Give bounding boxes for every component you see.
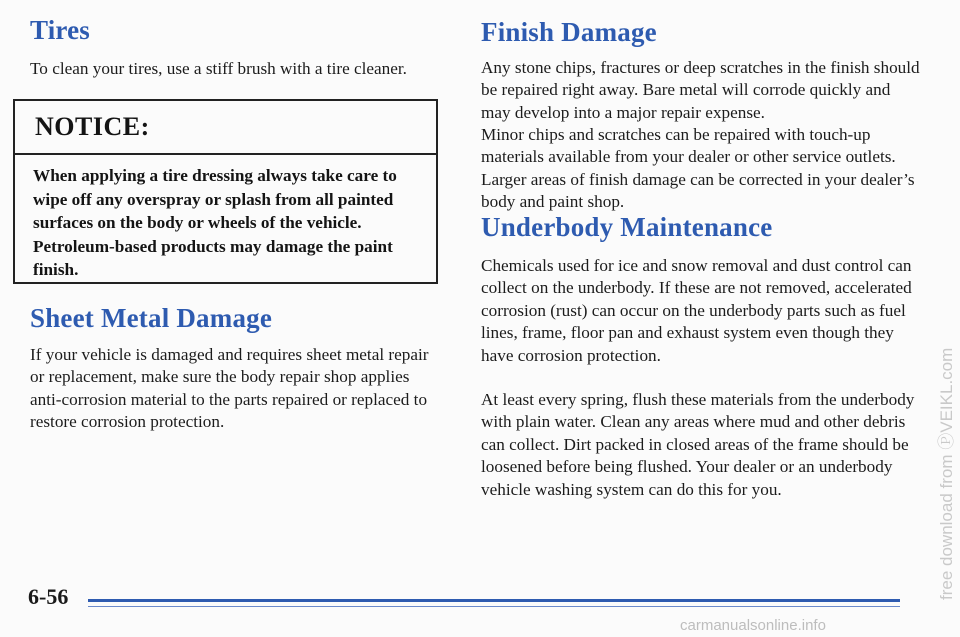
sheet-metal-paragraph: If your vehicle is damaged and requires sheet metal repair or replacement, make sure the body repair shop applies anti-corrosion material to the parts repaired or replaced to restore corrosion protection.: [30, 345, 429, 432]
finish-damage-heading: Finish Damage: [481, 17, 657, 47]
underbody-heading: Underbody Maintenance: [481, 212, 773, 242]
notice-text: When applying a tire dressing always take care to wipe off any overspray or splash from all painted surfaces on the body or wheels of the vehicle. Petroleum-based products may damage the paint finish.: [33, 166, 397, 280]
notice-divider: [15, 153, 436, 155]
page-number: 6-56: [28, 584, 69, 609]
underbody-paragraph-2: At least every spring, flush these materials from the underbody with plain water. Clean any areas where mud and other debris can collect. Dirt packed in closed areas of the frame should be loosened before being flushed. Your dealer or an underbody vehicle washing system can do this for you.: [481, 390, 915, 499]
footer-rule-thin: [88, 606, 900, 607]
finish-damage-paragraph-1: Any stone chips, fractures or deep scratches in the finish should be repaired right away. Bare metal will corrode quickly and may develop into a major repair expense.: [481, 58, 920, 122]
bottom-watermark: carmanualsonline.info: [680, 617, 826, 634]
tires-paragraph: To clean your tires, use a stiff brush with a tire cleaner.: [30, 59, 407, 78]
sheet-metal-heading: Sheet Metal Damage: [30, 303, 273, 333]
side-watermark: free download from ⓅVEIKL.com: [937, 347, 956, 600]
notice-box: [13, 99, 438, 284]
finish-damage-paragraph-2: Minor chips and scratches can be repaired with touch-up materials available from your dealer or other service outlets. Larger areas of finish damage can be corrected in your dealer’s body and paint shop.: [481, 125, 915, 212]
notice-title: NOTICE:: [35, 112, 150, 141]
tires-heading: Tires: [30, 15, 91, 45]
underbody-paragraph-1: Chemicals used for ice and snow removal and dust control can collect on the underbody. If these are not removed, accelerated corrosion (rust) can occur on the underbody parts such as fuel lines, frame, floor pan and exhaust system even though they have corrosion protection.: [481, 256, 912, 365]
footer-rule: [88, 599, 900, 602]
